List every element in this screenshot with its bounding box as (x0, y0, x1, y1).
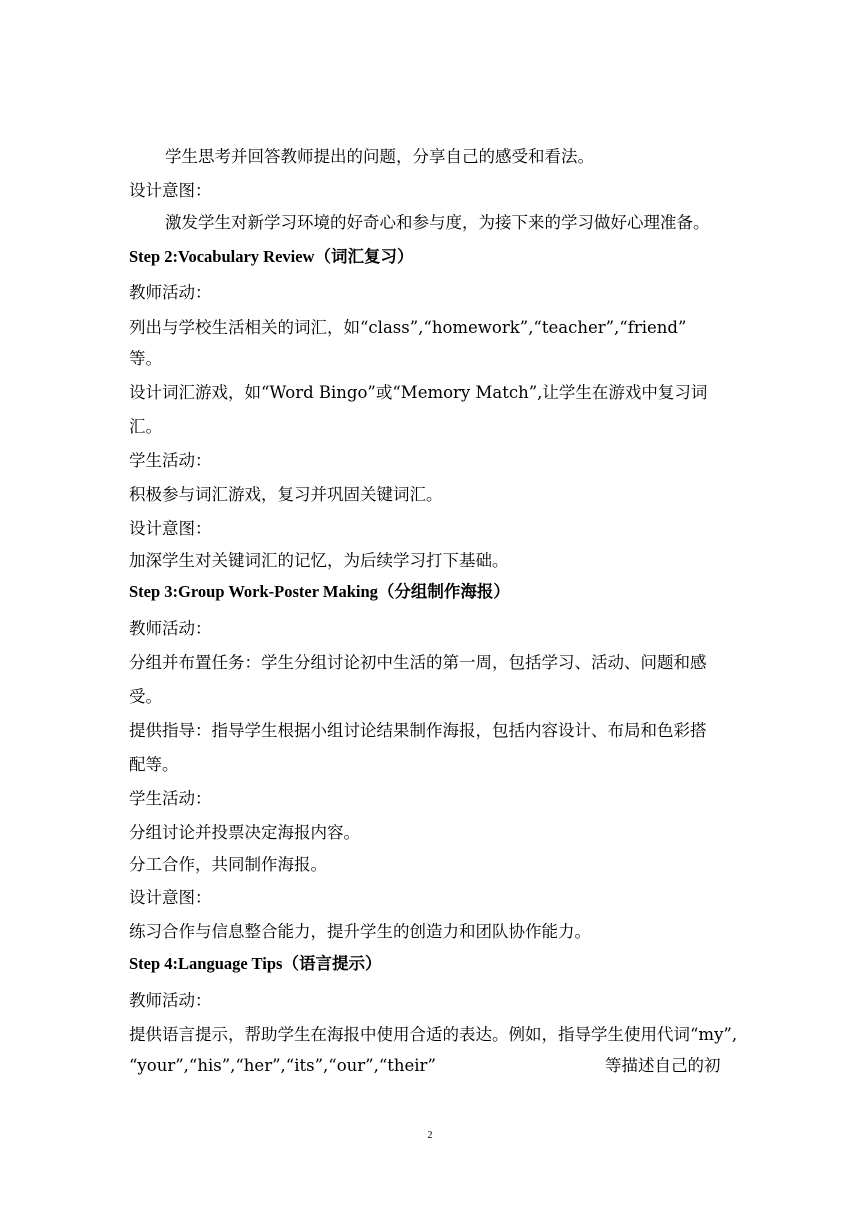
paragraph-line: 激发学生对新学习环境的好奇心和参与度，为接下来的学习做好心理准备。 (165, 213, 710, 232)
section-label: 教师活动： (129, 619, 212, 638)
section-label: 学生活动： (129, 451, 212, 470)
paragraph-line: 提供指导：指导学生根据小组讨论结果制作海报，包括内容设计、布局和色彩搭 (129, 721, 707, 740)
paragraph-line: 分组并布置任务：学生分组讨论初中生活的第一周，包括学习、活动、问题和感 (129, 653, 707, 672)
step-heading: Step 4:Language Tips（语言提示） (129, 954, 382, 973)
paragraph-line: “your”,“his”,“her”,“its”,“our”,“their” (129, 1056, 436, 1075)
section-label: 教师活动： (129, 991, 212, 1010)
step-heading: Step 3:Group Work-Poster Making（分组制作海报） (129, 582, 510, 601)
page-number: 2 (427, 1130, 433, 1141)
section-label: 设计意图： (129, 888, 212, 907)
paragraph-line: 积极参与词汇游戏，复习并巩固关键词汇。 (129, 485, 443, 504)
paragraph-line-continuation: 等描述自己的初 (605, 1056, 721, 1075)
paragraph-line: 受。 (129, 687, 162, 706)
section-label: 学生活动： (129, 789, 212, 808)
paragraph-line: 汇。 (129, 417, 162, 436)
section-label: 设计意图： (129, 181, 212, 200)
paragraph-line: 设计词汇游戏，如“Word Bingo”或“Memory Match”,让学生在游戏中复习词 (129, 383, 708, 402)
paragraph-line: 分组讨论并投票决定海报内容。 (129, 823, 360, 842)
section-label: 设计意图： (129, 519, 212, 538)
paragraph-line: 等。 (129, 349, 162, 368)
step-heading: Step 2:Vocabulary Review（词汇复习） (129, 247, 414, 266)
paragraph-line: 提供语言提示，帮助学生在海报中使用合适的表达。例如，指导学生使用代词“my”, (129, 1025, 738, 1044)
paragraph-line: 分工合作，共同制作海报。 (129, 855, 327, 874)
section-label: 教师活动： (129, 283, 212, 302)
paragraph-line: 加深学生对关键词汇的记忆，为后续学习打下基础。 (129, 551, 509, 570)
paragraph-line: 学生思考并回答教师提出的问题，分享自己的感受和看法。 (165, 147, 594, 166)
paragraph-line: 配等。 (129, 755, 179, 774)
paragraph-line: 练习合作与信息整合能力，提升学生的创造力和团队协作能力。 (129, 922, 591, 941)
paragraph-line: 列出与学校生活相关的词汇，如“class”,“homework”,“teacher”,“friend” (129, 318, 687, 337)
